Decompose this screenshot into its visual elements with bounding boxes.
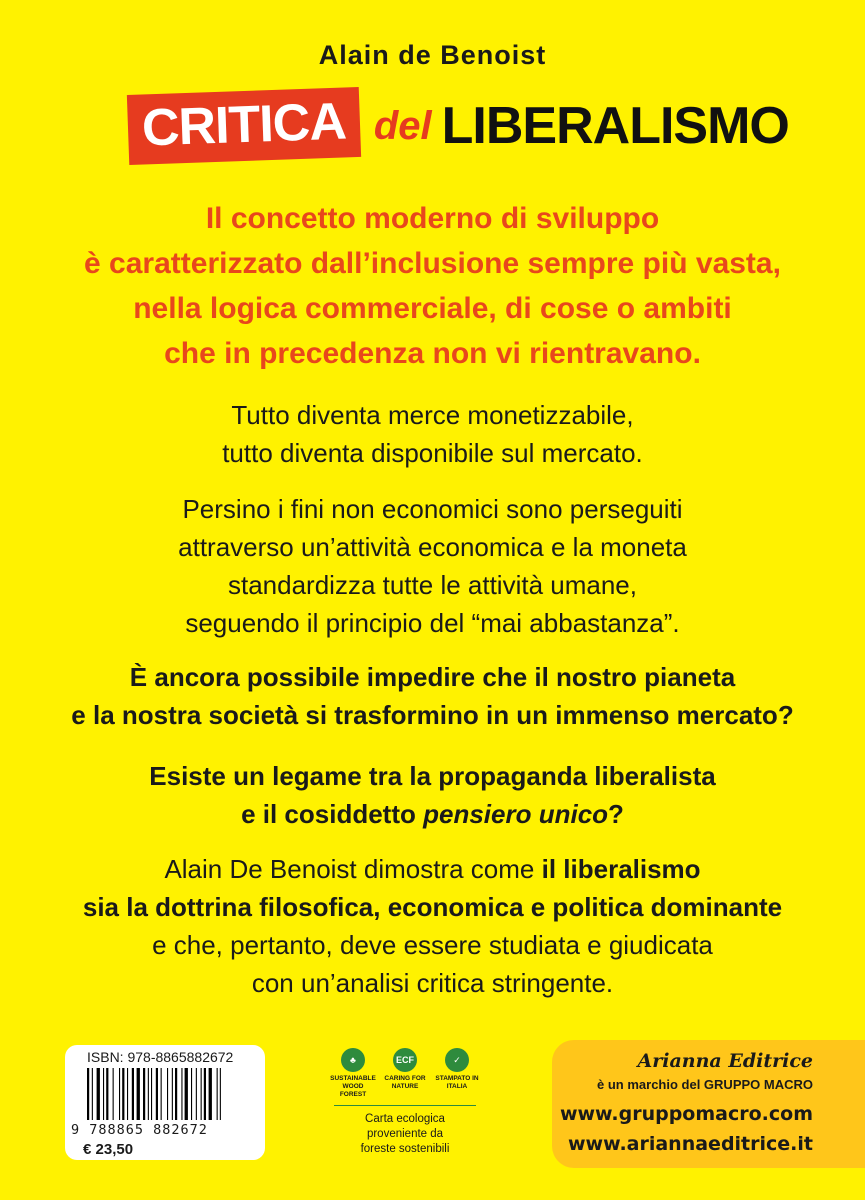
- paragraph-line: e che, pertanto, deve essere studiata e giudicata: [152, 930, 713, 960]
- eco-text-line: Carta ecologica: [365, 1113, 445, 1125]
- lead-line: Il concetto moderno di sviluppo: [205, 202, 660, 235]
- publisher-url-link[interactable]: www.gruppomacro.com: [559, 1103, 813, 1125]
- paragraph-line: Persino i fini non economici sono perseguiti: [182, 494, 683, 524]
- eco-item: [382, 1048, 428, 1099]
- publisher-url-link[interactable]: www.ariannaeditrice.it: [568, 1133, 813, 1155]
- paragraph-line: sia la dottrina filosofica, economica e politica dominante: [82, 892, 783, 922]
- paragraph-line: Tutto diventa merce monetizzabile,: [231, 400, 634, 430]
- question-1: [0, 658, 865, 734]
- barcode-icon: [87, 1068, 247, 1120]
- paragraph-line: [0, 850, 865, 888]
- paragraph-line: con un’analisi critica stringente.: [251, 968, 614, 998]
- title-del: del: [373, 103, 432, 148]
- eco-caption: STAMPATO IN ITALIA: [435, 1075, 479, 1090]
- title-critica: CRITICA: [127, 87, 361, 165]
- paragraph-text: Alain De Benoist dimostra come: [164, 854, 542, 884]
- author-name: Alain de Benoist: [318, 40, 547, 70]
- tree-icon: ♣: [341, 1048, 365, 1072]
- paragraph-2: [0, 490, 865, 642]
- question-italic-text: pensiero unico: [423, 799, 609, 829]
- eco-item: [434, 1048, 480, 1099]
- lead-line: è caratterizzato dall’inclusione sempre più vasta,: [84, 247, 781, 280]
- eco-section: [330, 1048, 480, 1157]
- paragraph-line: attraverso un’attività economica e la moneta: [178, 532, 687, 562]
- question-text: e il cosiddetto: [241, 799, 424, 829]
- eco-caption: SUSTAINABLE WOOD FOREST: [330, 1075, 376, 1098]
- question-2: [0, 757, 865, 833]
- barcode-box: [65, 1045, 265, 1160]
- title-liberalismo: LIBERALISMO: [441, 97, 789, 155]
- question-text: ?: [608, 799, 624, 829]
- question-line: È ancora possibile impedire che il nostro pianeta: [129, 662, 736, 692]
- barcode-digits: 9 788865 882672: [71, 1122, 208, 1138]
- paragraph-3: [0, 850, 865, 1002]
- question-line: e la nostra società si trasformino in un immenso mercato?: [71, 700, 794, 730]
- ecf-icon: ECF: [393, 1048, 417, 1072]
- paragraph-1: [0, 396, 865, 472]
- eco-text-line: proveniente da: [366, 1128, 444, 1140]
- lead-line: nella logica commerciale, di cose o ambiti: [133, 292, 732, 325]
- eco-item: [330, 1048, 376, 1099]
- eco-divider: [334, 1105, 476, 1106]
- lead-line: che in precedenza non vi rientravano.: [164, 337, 701, 370]
- eco-text-line: foreste sostenibili: [360, 1143, 450, 1155]
- italy-icon: ✓: [445, 1048, 469, 1072]
- price: € 23,50: [83, 1141, 134, 1158]
- lead-paragraph: [0, 196, 865, 376]
- question-line: Esiste un legame tra la propaganda liberalista: [149, 761, 716, 791]
- paragraph-bold-text: il liberalismo: [541, 854, 701, 884]
- eco-caption: CARING FOR NATURE: [384, 1075, 426, 1090]
- publisher-name: Arianna Editrice: [637, 1050, 813, 1072]
- publisher-subtitle: è un marchio del GRUPPO MACRO: [597, 1077, 813, 1092]
- paragraph-line: seguendo il principio del “mai abbastanza”.: [185, 608, 680, 638]
- book-title: [128, 90, 789, 162]
- isbn-label: ISBN: 978-8865882672: [87, 1049, 234, 1065]
- paragraph-line: tutto diventa disponibile sul mercato.: [222, 438, 643, 468]
- question-line: [0, 795, 865, 833]
- publisher-box: [552, 1040, 865, 1168]
- eco-icons: [330, 1048, 480, 1099]
- paragraph-line: standardizza tutte le attività umane,: [227, 570, 637, 600]
- eco-text: [330, 1112, 480, 1157]
